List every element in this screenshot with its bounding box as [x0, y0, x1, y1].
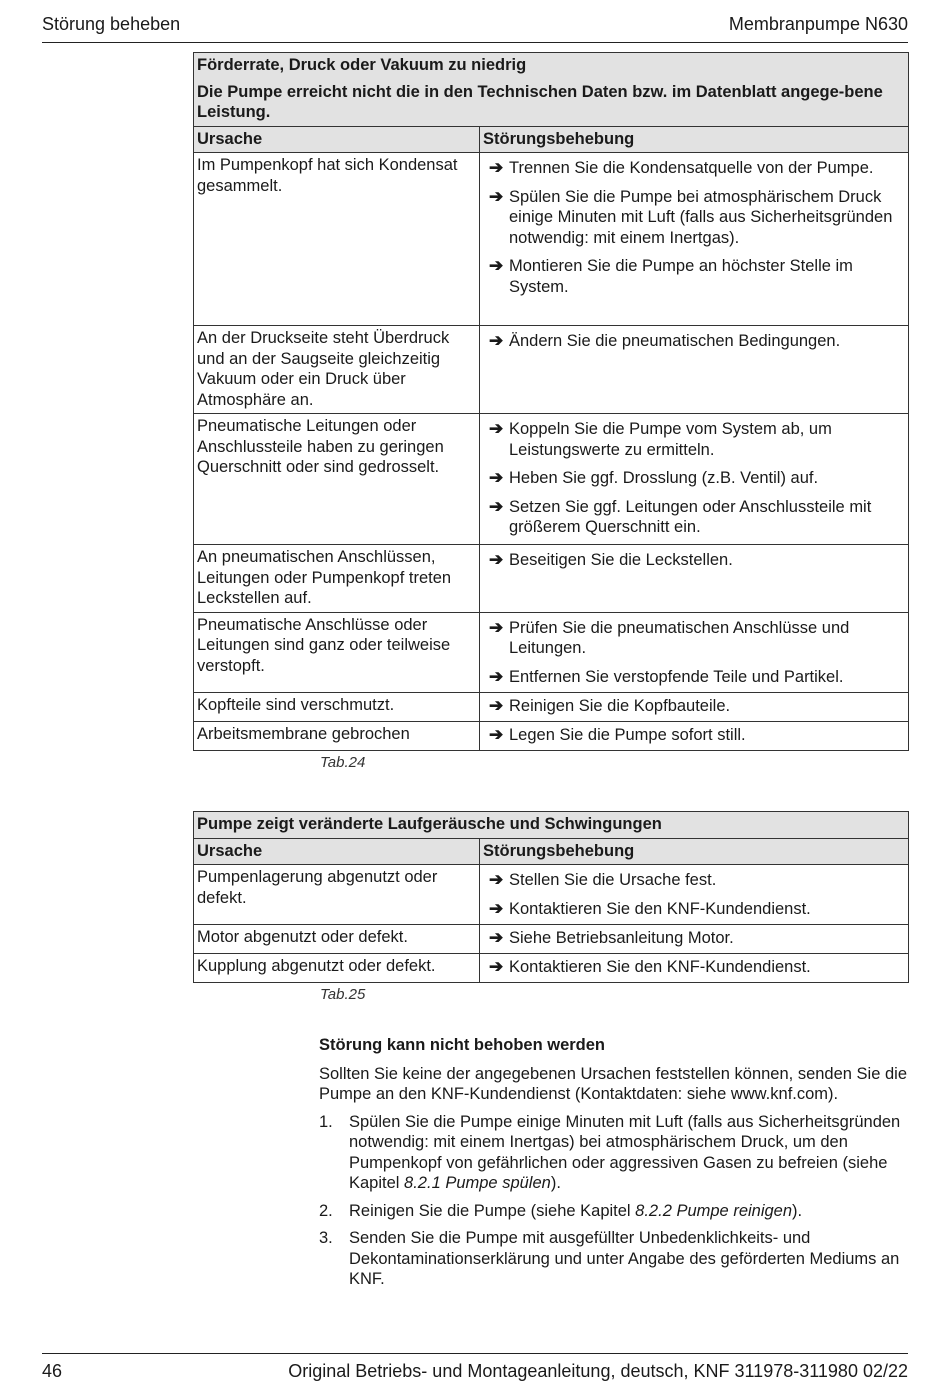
arrow-right-icon: ➔ [489, 496, 504, 516]
fix-item [483, 468, 905, 489]
fix-cell [480, 153, 909, 326]
column-header-fix: Störungsbehebung [480, 838, 909, 865]
fix-text: Reinigen Sie die Kopfbauteile. [509, 696, 731, 715]
step-text: Spülen Sie die Pumpe einige Minuten mit Luft (falls aus Sicherheitsgründen notwendig: mit einem Inertgas) bei atmosphärischem Druck, um den Pumpenkopf von gefährlichen oder aggressiven Gasen zu befreien (siehe Kapitel [349, 1112, 901, 1192]
fix-text: Koppeln Sie die Pumpe vom System ab, um Leistungswerte zu ermitteln. [509, 420, 832, 459]
troubleshooting-table-24 [193, 52, 909, 751]
arrow-right-icon: ➔ [489, 617, 504, 637]
fix-item [483, 696, 905, 717]
fix-cell [480, 414, 909, 545]
fix-item [483, 497, 905, 538]
fix-item [483, 618, 905, 659]
cause-cell: Kopfteile sind verschmutzt. [194, 692, 480, 721]
cause-cell: Motor abgenutzt oder defekt. [194, 925, 480, 954]
fix-item [483, 331, 905, 352]
fix-item [483, 870, 905, 891]
fix-cell [480, 692, 909, 721]
fix-text: Legen Sie die Pumpe sofort still. [509, 725, 746, 744]
troubleshooting-table-25 [193, 811, 909, 983]
fix-cell [480, 545, 909, 613]
header-product-name: Membranpumpe N630 [728, 14, 908, 34]
table-header-row [194, 838, 909, 865]
table-row [194, 954, 909, 983]
fix-cell [480, 612, 909, 692]
table-row [194, 692, 909, 721]
fix-cell [480, 721, 909, 750]
arrow-right-icon: ➔ [489, 957, 504, 976]
table-row [194, 925, 909, 954]
section-heading: Störung kann nicht behoben werden [319, 1036, 606, 1054]
fix-item [483, 928, 905, 949]
fix-item [483, 187, 905, 249]
fix-cell [480, 865, 909, 925]
header-rule [42, 42, 908, 43]
fix-item [483, 725, 905, 746]
arrow-right-icon: ➔ [489, 695, 504, 715]
table-row [194, 545, 909, 613]
table-title-text: Förderrate, Druck oder Vakuum zu niedrig [197, 56, 527, 74]
table-title-row [194, 53, 909, 127]
footer-rule [42, 1353, 908, 1354]
footer-document-info: Original Betriebs- und Montageanleitung, deutsch, KNF 311978-311980 02/22 [288, 1361, 908, 1381]
arrow-right-icon: ➔ [489, 666, 504, 686]
section-intro: Sollten Sie keine der angegebenen Ursachen feststellen können, senden Sie die Pumpe an den KNF-Kundendienst (Kontaktdaten: siehe www.knf.com). [319, 1064, 907, 1103]
cause-cell: An der Druckseite steht Überdruck und an der Saugseite gleichzeitig Vakuum oder ein Druck über Atmosphäre an. [194, 326, 480, 414]
table-header-row [194, 126, 909, 153]
arrow-right-icon: ➔ [489, 419, 504, 438]
fix-item [483, 667, 905, 688]
fix-text: Entfernen Sie verstopfende Teile und Partikel. [509, 667, 844, 686]
fix-cell [480, 925, 909, 954]
fix-item [483, 158, 905, 179]
table-row [194, 414, 909, 545]
cause-cell: Kupplung abgenutzt oder defekt. [194, 954, 480, 983]
arrow-right-icon: ➔ [489, 331, 504, 350]
table-row [194, 865, 909, 925]
step-item [319, 1112, 909, 1194]
steps-list [319, 1112, 909, 1290]
step-number: 1. [319, 1112, 333, 1131]
fix-text: Stellen Sie die Ursache fest. [509, 871, 717, 889]
page-number: 46 [42, 1361, 63, 1381]
fix-text: Setzen Sie ggf. Leitungen oder Anschlussteile mit größerem Querschnitt ein. [509, 497, 872, 536]
fix-text: Heben Sie ggf. Drosslung (z.B. Ventil) auf. [509, 469, 819, 487]
table-caption-25: Tab.25 [320, 986, 366, 1003]
table-row [194, 153, 909, 326]
fix-text: Siehe Betriebsanleitung Motor. [509, 929, 734, 947]
table-subtitle-text: Die Pumpe erreicht nicht die in den Technischen Daten bzw. im Datenblatt angege-bene Leistung. [197, 82, 883, 121]
cause-cell: An pneumatischen Anschlüssen, Leitungen oder Pumpenkopf treten Leckstellen auf. [194, 545, 480, 613]
step-text: Reinigen Sie die Pumpe (siehe Kapitel [349, 1201, 636, 1220]
fix-item [483, 256, 905, 297]
column-header-fix: Störungsbehebung [480, 126, 909, 153]
step-text-end: ). [550, 1174, 561, 1192]
arrow-right-icon: ➔ [489, 898, 504, 918]
fix-text: Kontaktieren Sie den KNF-Kundendienst. [509, 958, 811, 976]
table-row [194, 612, 909, 692]
arrow-right-icon: ➔ [489, 158, 504, 177]
arrow-right-icon: ➔ [489, 468, 504, 487]
table-title-row [194, 812, 909, 839]
fix-cell [480, 326, 909, 414]
arrow-right-icon: ➔ [489, 186, 504, 206]
arrow-right-icon: ➔ [489, 256, 504, 275]
step-text-end: ). [792, 1201, 803, 1220]
fix-text: Spülen Sie die Pumpe bei atmosphärischem Druck einige Minuten mit Luft (falls aus Sicherheitsgründen notwendig: mit einem Inertgas). [509, 187, 893, 247]
fix-item [483, 550, 905, 571]
fix-text: Prüfen Sie die pneumatischen Anschlüsse und Leitungen. [509, 618, 850, 657]
cause-cell: Im Pumpenkopf hat sich Kondensat gesammelt. [194, 153, 480, 326]
fix-item [483, 419, 905, 460]
cause-cell: Arbeitsmembrane gebrochen [194, 721, 480, 750]
fix-text: Beseitigen Sie die Leckstellen. [509, 551, 733, 569]
step-item [319, 1228, 909, 1290]
cause-cell: Pneumatische Anschlüsse oder Leitungen sind ganz oder teilweise verstopft. [194, 612, 480, 692]
step-item [319, 1201, 909, 1222]
column-header-cause: Ursache [194, 126, 480, 153]
arrow-right-icon: ➔ [489, 928, 504, 947]
step-text: Senden Sie die Pumpe mit ausgefüllter Unbedenklichkeits- und Dekontaminationserklärung und unter Angabe des geförderten Mediums an KNF. [349, 1229, 900, 1288]
arrow-right-icon: ➔ [489, 870, 504, 889]
fix-text: Kontaktieren Sie den KNF-Kundendienst. [509, 899, 811, 918]
fix-text: Trennen Sie die Kondensatquelle von der Pumpe. [509, 159, 874, 177]
chapter-reference: 8.2.2 Pumpe reinigen [635, 1201, 793, 1220]
cause-cell: Pumpenlagerung abgenutzt oder defekt. [194, 865, 480, 925]
step-number: 3. [319, 1229, 333, 1247]
table-row [194, 326, 909, 414]
unresolved-fault-section [319, 1035, 909, 1297]
arrow-right-icon: ➔ [489, 550, 504, 569]
step-number: 2. [319, 1201, 333, 1220]
arrow-right-icon: ➔ [489, 724, 504, 744]
table-caption-24: Tab.24 [320, 754, 366, 771]
column-header-cause: Ursache [194, 838, 480, 865]
table-title: Pumpe zeigt veränderte Laufgeräusche und Schwingungen [194, 812, 909, 839]
fix-text: Montieren Sie die Pumpe an höchster Stelle im System. [509, 257, 853, 296]
fix-text: Ändern Sie die pneumatischen Bedingungen. [509, 332, 841, 350]
fix-item [483, 899, 905, 920]
fix-item [483, 957, 905, 978]
table-row [194, 721, 909, 750]
cause-cell: Pneumatische Leitungen oder Anschlussteile haben zu geringen Querschnitt oder sind gedrosselt. [194, 414, 480, 545]
table-title [194, 53, 909, 127]
chapter-reference: 8.2.1 Pumpe spülen [404, 1174, 551, 1192]
header-section-title: Störung beheben [42, 14, 181, 34]
fix-cell [480, 954, 909, 983]
